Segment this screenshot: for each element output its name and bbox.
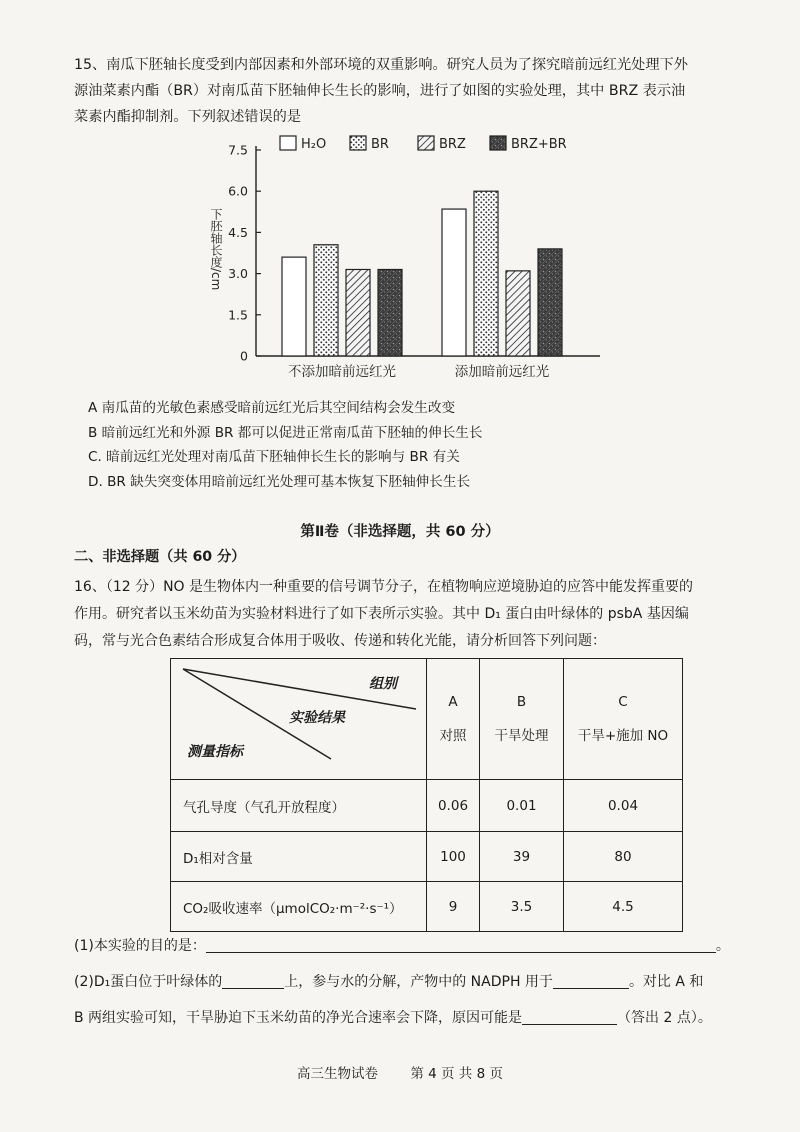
chart-bars	[282, 191, 562, 380]
bar-brzbr-group-1	[378, 269, 402, 356]
q16-sub-2	[74, 964, 730, 1000]
q2-blank-reason[interactable]	[522, 1008, 617, 1025]
option-a: A 南瓜苗的光敏色素感受暗前远红光后其空间结构会发生改变	[88, 400, 456, 416]
legend-label: BRZ+BR	[511, 137, 567, 152]
page-footer	[0, 1062, 800, 1082]
footer-title: 高三生物试卷	[297, 1066, 379, 1082]
footer-page-number: 第 4 页 共 8 页	[410, 1066, 503, 1082]
col-head-b	[480, 659, 564, 780]
question-15-stem	[74, 52, 774, 130]
col-c-code: C	[618, 694, 628, 710]
q16-line-3: 码，常与光合色素结合形成复合体用于吸收、传递和转化光能，请分析回答下列问题：	[74, 633, 606, 649]
q15-line-1: 15、南瓜下胚轴长度受到内部因素和外部环境的双重影响。研究人员为了探究暗前远红光处理下外	[74, 57, 688, 73]
q1-prefix: (1)本实验的目的是：	[74, 938, 206, 954]
row-label-stomatal: 气孔导度（气孔开放程度）	[171, 780, 427, 832]
bar-br-group-2	[474, 191, 498, 356]
bar-ho-group-1	[282, 257, 306, 356]
bar-ho-group-2	[442, 209, 466, 356]
legend-label: BR	[371, 137, 389, 152]
q16-subquestions	[74, 928, 730, 1036]
col-a-name: 对照	[439, 728, 467, 744]
hypocotyl-bar-chart	[200, 126, 620, 386]
x-category-label: 添加暗前远红光	[454, 364, 550, 380]
q2-blank-location[interactable]	[222, 972, 284, 989]
col-a-code: A	[448, 694, 458, 710]
cell-b-stomatal: 0.01	[480, 780, 564, 832]
option-b: B 暗前远红光和外源 BR 都可以促进正常南瓜苗下胚轴的伸长生长	[88, 424, 483, 441]
bar-brzbr-group-2	[538, 249, 562, 356]
bar-br-group-1	[314, 245, 338, 356]
y-tick-label: 1.5	[228, 307, 248, 323]
q15-line-3: 菜素内酯抑制剂。下列叙述错误的是	[74, 109, 302, 125]
cell-c-stomatal: 0.04	[564, 780, 683, 832]
q16-line-1: 16、（12 分）NO 是生物体内一种重要的信号调节分子，在植物响应逆境胁迫的应答中能发挥重要的	[74, 579, 694, 595]
legend-swatch	[280, 136, 296, 150]
q16-line-2: 作用。研究者以玉米幼苗为实验材料进行了如下表所示实验。其中 D₁ 蛋白由叶绿体的 psbA 基因编	[74, 606, 689, 622]
col-head-a	[427, 659, 480, 780]
y-tick-label: 4.5	[228, 224, 248, 240]
y-tick-label: 7.5	[228, 142, 248, 158]
option-c: C. 暗前远红光处理对南瓜苗下胚轴伸长生长的影响与 BR 有关	[88, 449, 460, 465]
option-d: D. BR 缺失突变体用暗前远红光处理可基本恢复下胚轴伸长生长	[88, 473, 471, 490]
part-two-heading: 二、非选择题（共 60 分）	[74, 549, 246, 565]
legend-swatch	[350, 136, 366, 150]
cell-a-co2: 9	[427, 882, 480, 932]
q2-part-3: 。对比 A 和	[628, 974, 704, 990]
legend-label: BRZ	[439, 137, 466, 152]
table-header-row	[171, 659, 683, 780]
col-c-name: 干旱+施加 NO	[577, 728, 669, 744]
legend-label: H₂O	[301, 137, 327, 152]
q16-sub-2-cont	[74, 1000, 730, 1036]
q2-blank-nadph[interactable]	[553, 972, 629, 989]
q2-part-1: (2)D₁蛋白位于叶绿体的	[74, 974, 223, 990]
y-tick-label: 3.0	[228, 266, 248, 282]
corner-result-label: 实验结果	[289, 710, 345, 726]
cell-b-d1: 39	[480, 832, 564, 882]
cell-c-co2: 4.5	[564, 882, 683, 932]
chart-legend	[280, 136, 567, 152]
q16-sub-1	[74, 928, 730, 964]
cell-a-stomatal: 0.06	[427, 780, 480, 832]
corner-group-label: 组别	[369, 676, 397, 692]
table-row	[171, 882, 683, 932]
row-label-d1: D₁相对含量	[171, 832, 427, 882]
legend-swatch	[418, 136, 434, 150]
q1-answer-blank[interactable]	[206, 936, 716, 953]
q2-part-5: （答出 2 点）。	[617, 1010, 712, 1026]
corner-metric-label: 测量指标	[187, 744, 243, 760]
x-category-label: 不添加暗前远红光	[288, 364, 396, 380]
bar-brz-group-1	[346, 269, 370, 356]
q15-line-2: 源油菜素内酯（BR）对南瓜苗下胚轴伸长生长的影响，进行了如图的实验处理，其中 BRZ 表示油	[74, 83, 686, 99]
q15-options	[88, 396, 483, 494]
q2-part-4: B 两组实验可知，干旱胁迫下玉米幼苗的净光合速率会下降，原因可能是	[74, 1010, 523, 1026]
question-16-stem	[74, 574, 693, 655]
table-row	[171, 780, 683, 832]
col-head-c	[564, 659, 683, 780]
cell-c-d1: 80	[564, 832, 683, 882]
section-title: 第Ⅱ卷（非选择题，共 60 分）	[300, 524, 500, 540]
cell-b-co2: 3.5	[480, 882, 564, 932]
col-b-name: 干旱处理	[494, 728, 549, 744]
q2-part-2: 上，参与水的分解，产物中的 NADPH 用于	[284, 974, 553, 990]
y-tick-label: 6.0	[228, 183, 248, 199]
q1-suffix: 。	[715, 938, 730, 954]
experiment-table	[170, 658, 683, 932]
table-row	[171, 832, 683, 882]
col-b-code: B	[516, 694, 527, 710]
bar-brz-group-2	[506, 271, 530, 356]
y-tick-label: 0	[240, 348, 248, 364]
cell-a-d1: 100	[427, 832, 480, 882]
table-corner-cell	[171, 659, 427, 780]
legend-swatch	[490, 136, 506, 150]
row-label-co2: CO₂吸收速率（μmolCO₂·m⁻²·s⁻¹）	[171, 882, 427, 932]
y-axis-label: 下胚轴长度/cm	[209, 208, 223, 291]
